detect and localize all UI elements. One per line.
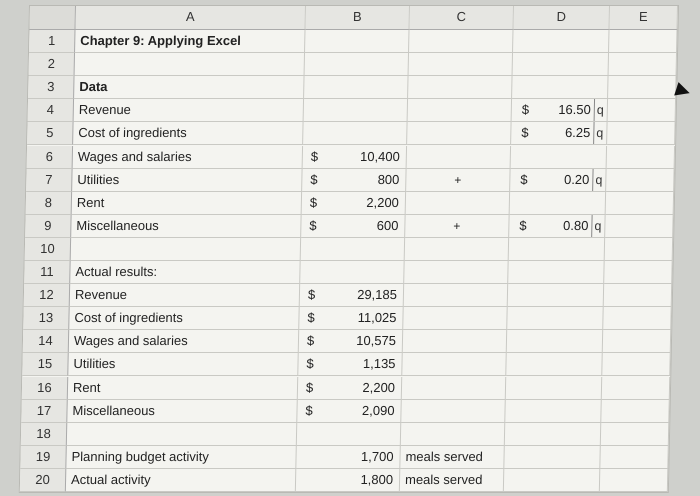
currency-symbol: $ [306,356,314,372]
cell-d[interactable] [512,76,608,99]
cell-e[interactable] [607,122,675,145]
cell-c[interactable] [402,353,506,376]
cell-a[interactable]: Actual activity [66,469,296,492]
cell-b[interactable] [305,53,409,76]
cell-value: 10,575 [356,333,397,349]
cell-value: 0.80 [562,217,589,233]
currency-symbol: $ [521,102,530,118]
cell-e[interactable] [609,53,677,76]
cell-d[interactable] [505,423,601,446]
cell-d[interactable] [508,261,604,284]
cell-c[interactable] [404,284,508,307]
cell-d[interactable] [507,307,603,330]
cell-value: 2,200 [362,379,396,395]
cell-c[interactable]: meals served [400,446,504,469]
cell-e[interactable] [604,284,672,307]
cell-c[interactable] [406,192,510,215]
cell-e[interactable] [606,192,674,215]
currency-symbol: $ [307,287,316,303]
currency-symbol: $ [305,379,314,395]
column-header-a[interactable]: A [75,6,306,30]
currency-symbol: $ [309,194,318,210]
unit-label: q [592,169,602,191]
cell-b[interactable] [297,400,401,423]
currency-symbol: $ [309,217,317,233]
cell-d[interactable] [513,30,609,53]
cell-c[interactable] [402,377,506,400]
cell-a[interactable]: Chapter 9: Applying Excel [75,30,305,53]
row-header[interactable]: 15 [22,353,68,376]
row-header[interactable]: 14 [23,330,69,353]
row-header[interactable]: 2 [29,53,75,76]
cell-e[interactable] [600,446,668,469]
cell-b[interactable] [305,30,409,53]
cell-value: 2,090 [361,402,395,418]
cell-b[interactable] [303,146,407,169]
currency-symbol: $ [520,171,528,187]
cell-d[interactable] [510,192,606,215]
row-header[interactable]: 18 [21,423,67,446]
cell-e[interactable] [601,423,669,446]
row-header[interactable]: 8 [26,192,72,215]
cell-e[interactable] [604,261,672,284]
cell-e[interactable] [601,400,669,423]
spreadsheet-grid [20,6,678,492]
cell-b[interactable] [304,99,408,122]
row-header[interactable]: 5 [27,122,73,145]
cell-a[interactable] [71,238,301,261]
cell-d[interactable] [511,122,607,145]
cell-b[interactable] [299,330,403,353]
cell-b[interactable] [302,169,406,192]
cell-b[interactable] [300,261,404,284]
cell-b[interactable] [299,307,403,330]
select-all-corner[interactable] [29,6,76,30]
column-header-e[interactable]: E [609,6,678,30]
cell-value: 1,700 [360,448,394,464]
cell-c[interactable] [404,261,508,284]
cell-value: 1,135 [362,356,396,372]
cell-c[interactable]: + [405,215,509,238]
cell-c[interactable] [403,307,507,330]
cell-b[interactable] [297,423,401,446]
cell-d[interactable] [509,238,605,261]
row-header[interactable]: 12 [24,284,70,307]
row-header[interactable]: 1 [29,30,75,53]
cell-b[interactable] [300,284,404,307]
cell-a[interactable]: Cost of ingredients [69,307,299,330]
unit-label: q [593,122,603,144]
currency-symbol: $ [310,171,318,187]
cell-value: 1,800 [360,471,394,487]
cell-c[interactable] [408,76,512,99]
currency-symbol: $ [307,310,315,326]
cell-c[interactable] [407,146,511,169]
cell-a[interactable]: Actual results: [70,261,300,284]
cell-e[interactable] [603,307,671,330]
cell-value: 800 [377,171,400,187]
cell-e[interactable] [602,377,670,400]
cell-d[interactable] [504,469,600,492]
cell-a[interactable]: Wages and salaries [73,146,303,169]
cell-value: 10,400 [359,148,401,164]
cell-value: 6.25 [564,125,591,141]
cell-e[interactable] [607,146,675,169]
unit-label: q [591,215,601,237]
cell-b[interactable] [303,122,407,145]
cell-c[interactable]: + [406,169,510,192]
cell-a[interactable]: Miscellaneous [67,400,297,423]
cell-e[interactable] [608,99,676,122]
cell-value: 600 [376,217,399,233]
cell-b[interactable] [298,377,402,400]
cell-b[interactable] [298,353,402,376]
cell-a[interactable]: Utilities [68,353,298,376]
cell-e[interactable] [605,238,673,261]
cell-a[interactable]: Rent [72,192,302,215]
row-header[interactable]: 9 [25,215,71,238]
row-header[interactable]: 17 [21,400,67,423]
row-header[interactable]: 19 [20,446,66,469]
cell-c[interactable] [409,30,513,53]
cell-d[interactable] [510,169,606,192]
cell-b[interactable] [304,76,408,99]
cell-b[interactable] [296,446,400,469]
row-header[interactable]: 6 [27,146,73,169]
cell-a[interactable]: Revenue [70,284,300,307]
cell-e[interactable] [609,30,677,53]
column-header-b[interactable]: B [305,6,410,30]
cell-e[interactable] [600,469,668,492]
cell-c[interactable] [408,99,512,122]
unit-label: q [594,99,604,121]
cell-a[interactable]: Revenue [74,99,304,122]
mouse-cursor-icon [674,82,692,100]
cell-d[interactable] [508,284,604,307]
cell-a[interactable]: Cost of ingredients [73,122,303,145]
cell-value: 29,185 [357,287,398,303]
cell-value: 16.50 [558,102,591,118]
cell-e[interactable] [602,353,670,376]
cell-d[interactable] [504,446,600,469]
currency-symbol: $ [306,333,315,349]
cell-d[interactable] [511,146,607,169]
cell-c[interactable] [407,122,511,145]
cell-b[interactable] [301,238,405,261]
currency-symbol: $ [310,148,319,164]
cell-a[interactable]: Planning budget activity [66,446,296,469]
cell-d[interactable] [509,215,605,238]
row-header[interactable]: 7 [26,169,72,192]
currency-symbol: $ [521,125,529,141]
row-header[interactable]: 3 [28,76,74,99]
cell-a[interactable]: Miscellaneous [71,215,301,238]
cell-d[interactable] [506,377,602,400]
cell-d[interactable] [513,53,609,76]
cell-c[interactable] [401,400,505,423]
cell-c[interactable]: meals served [400,469,504,492]
column-header-c[interactable]: C [409,6,514,30]
cell-d[interactable] [505,400,601,423]
cell-a[interactable]: Rent [68,377,298,400]
cell-e[interactable] [606,169,674,192]
cell-b[interactable] [301,215,405,238]
cell-value: 2,200 [366,194,400,210]
column-header-d[interactable]: D [513,6,610,30]
cell-b[interactable] [302,192,406,215]
cell-b[interactable] [296,469,400,492]
cell-c[interactable] [401,423,505,446]
cell-value: 0.20 [563,171,590,187]
cell-d[interactable] [512,99,608,122]
cell-a[interactable]: Data [74,76,304,99]
cell-value: 11,025 [357,310,397,326]
row-header[interactable]: 10 [25,238,71,261]
cell-a[interactable]: Utilities [72,169,302,192]
cell-e[interactable] [608,76,676,99]
cell-d[interactable] [507,330,603,353]
row-header[interactable]: 13 [23,307,69,330]
cell-c[interactable] [409,53,513,76]
cell-a[interactable] [67,423,297,446]
cell-c[interactable] [405,238,509,261]
row-header[interactable]: 16 [22,377,68,400]
cell-c[interactable] [403,330,507,353]
cell-a[interactable] [75,53,305,76]
row-header[interactable]: 4 [28,99,74,122]
currency-symbol: $ [305,402,313,418]
cell-d[interactable] [506,353,602,376]
row-header[interactable]: 20 [20,469,66,492]
cell-e[interactable] [605,215,673,238]
row-header[interactable]: 11 [24,261,70,284]
cell-a[interactable]: Wages and salaries [69,330,299,353]
currency-symbol: $ [519,217,527,233]
cell-e[interactable] [603,330,671,353]
